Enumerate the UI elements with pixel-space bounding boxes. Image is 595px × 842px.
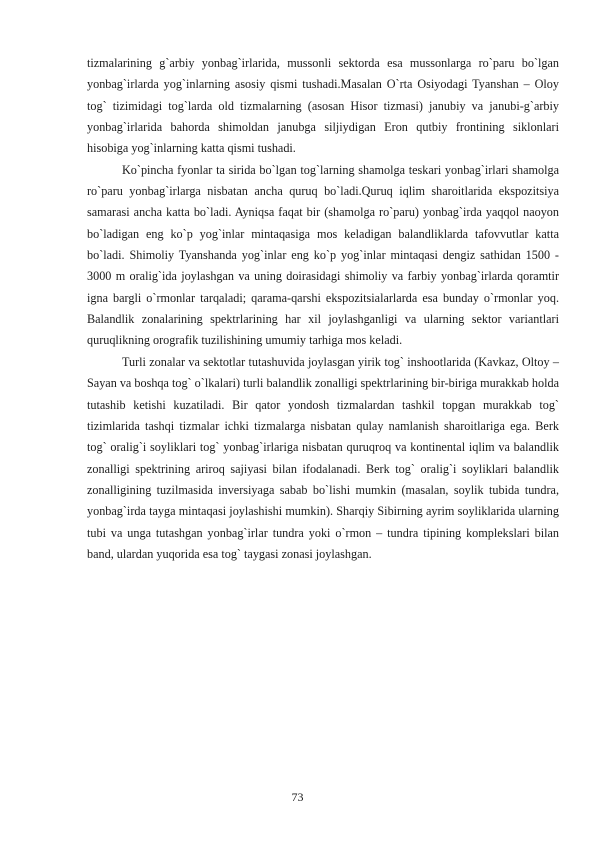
- text-body: [87, 53, 559, 565]
- paragraph-mountain-systems: Turli zonalar va sektotlar tutashuvida joylasgan yirik tog` inshootlarida (Kavkaz, Oltoy – Sayan va boshqa tog` o`lkalari) turli balandlik zonalligi spektrlarining bir-biriga murakkab holda tutashib ketishi kuzatiladi. Bir qator yondosh tizmalardan tashkil topgan murakkab tog` tizimlarida tashqi tizmalar ichki tizmalarga nisbatan qulay namlanish sharoitlariga ega. Berk tog` oralig`i soyliklari tog` yonbag`irlariga nisbatan quruqroq va kontinental iqlim va balandlik zonalligi spektrining ariroq sajiyasi bilan ifodalanadi. Berk tog` oralig`i soyliklari balandlik zonalligining tuzilmasida inversiyaga sabab bo`lishi mumkin (masalan, soylik tubida tundra, yonbag`irda tayga mintaqasi joylashishi mumkin). Sharqiy Sibirning ayrim soyliklarida ularning tubi va unga tutashgan yonbag`irlar tundra yoki o`rmon – tundra tipining komplekslari bilan band, ulardan yuqorida esa tog` taygasi zonasi joylashgan.: [87, 354, 559, 561]
- paragraph-continuation: tizmalarining g`arbiy yonbag`irlarida, mussonli sektorda esa mussonlarga ro`paru bo`lgan yonbag`irlarda yog`inlarning asosiy qismi tushadi.Masalan O`rta Osiyodagi Tyanshan – Oloy tog` tizimidagi tog`larda old tizmalarning (asosan Hisor tizmasi) janubiy va janubi-g`arbiy yonbag`irlarida bahorda shimoldan janubga siljiydigan Eron qutbiy frontining siklonlari hisobiga yog`inlarning katta qismi tushadi.: [87, 56, 559, 156]
- paragraph-leeward-slopes: Ko`pincha fyonlar ta sirida bo`lgan tog`larning shamolga teskari yonbag`irlari shamolga ro`paru yonbag`irlarga nisbatan ancha quruq bo`ladi.Quruq iqlim sharoitlarida ekspozitsiya samarasi ancha katta bo`ladi. Ayniqsa faqat bir (shamolga ro`paru) yonbag`irda yaqqol naoyon bo`ladigan eng ko`p yog`inlar mintaqasiga mos keladigan balandliklarda tafovvutlar katta bo`ladi. Shimoliy Tyanshanda yog`inlar eng ko`p yog`inlar mintaqasi dengiz sathidan 1500 - 3000 m oralig`ida joylashgan va uning doirasidagi shimoliy va farbiy yonbag`irlarda qoramtir igna bargli o`rmonlar tarqaladi; qarama-qarshi ekspozitsialarlarda esa bunday o`rmonlar yoq. Balandlik zonalarining spektrlarining har xil joylashganligi va ularning sektor variantlari quruqlikning orografik tuzilishining umumiy tarhiga mos keladi.: [87, 162, 559, 348]
- page-number: 73: [291, 790, 304, 804]
